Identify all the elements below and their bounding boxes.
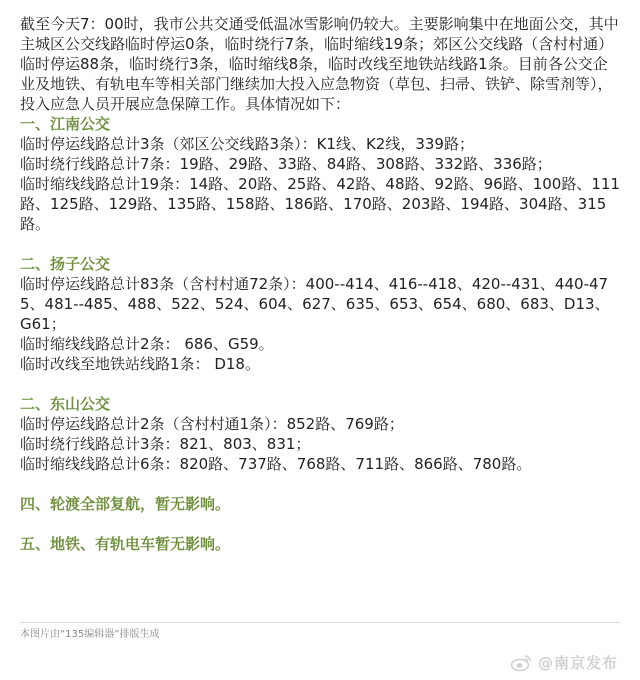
jiangnan-suspended: 临时停运线路总计3条（郊区公交线路3条）：K1线、K2线，339路； [20, 135, 474, 153]
intro-paragraph: 截至今天7：00时，我市公共交通受低温冰雪影响仍较大。主要影响集中在地面公交，其中主城区公交线路临时停运0条，临时绕行7条，临时缩线19条；郊区公交线路（含村村通）临时停运88条，临时绕行3条，临时缩线8条，临时改线至地铁站线路1条。目前各公交企业及地铁、有轨电车等相关部门继续加大投入应急物资（草包、扫帚、铁铲、除雪剂等），投入应急人员开展应急保障工作。具体情况如下： [20, 15, 619, 113]
jiangnan-shortened: 临时缩线线路总计19条：14路、20路、25路、42路、48路、92路、96路、100路、111路、125路、129路、135路、158路、186路、170路、203路、194路、304路、315路。 [20, 175, 620, 233]
watermark [510, 652, 618, 673]
article-body [20, 14, 620, 554]
dongshan-detour: 临时绕行线路总计3条：821、803、831； [20, 435, 311, 453]
jiangnan-detour: 临时绕行线路总计7条：19路、29路、33路、84路、308路、332路、336路； [20, 155, 552, 173]
section-heading-yangzi: 二、扬子公交 [20, 255, 111, 273]
spacer [20, 374, 620, 394]
dongshan-shortened: 临时缩线线路总计6条：820路、737路、768路、711路、866路、780路。 [20, 455, 532, 473]
spacer [20, 234, 620, 254]
section-heading-jiangnan: 一、江南公交 [20, 115, 111, 133]
yangzi-shortened: 临时缩线线路总计2条： 686、G59。 [20, 335, 274, 353]
weibo-icon [510, 654, 532, 672]
section-heading-dongshan: 二、东山公交 [20, 395, 111, 413]
section-heading-metro: 五、地铁、有轨电车暂无影响。 [20, 535, 231, 553]
footer-note: 本图片由“135编辑器”排版生成 [20, 629, 160, 640]
yangzi-rerouted: 临时改线至地铁站线路1条： D18。 [20, 355, 260, 373]
watermark-text: @南京发布 [537, 654, 618, 672]
footer-divider [20, 622, 620, 623]
spacer [20, 474, 620, 494]
spacer [20, 514, 620, 534]
dongshan-suspended: 临时停运线路总计2条（含村村通1条）：852路、769路； [20, 415, 404, 433]
yangzi-suspended: 临时停运线路总计83条（含村村通72条）：400--414、416--418、420--431、440-475、481--485、488、522、524、604、627、635、653、654、680、683、D13、G61； [20, 275, 610, 333]
section-heading-ferry: 四、轮渡全部复航，暂无影响。 [20, 495, 231, 513]
